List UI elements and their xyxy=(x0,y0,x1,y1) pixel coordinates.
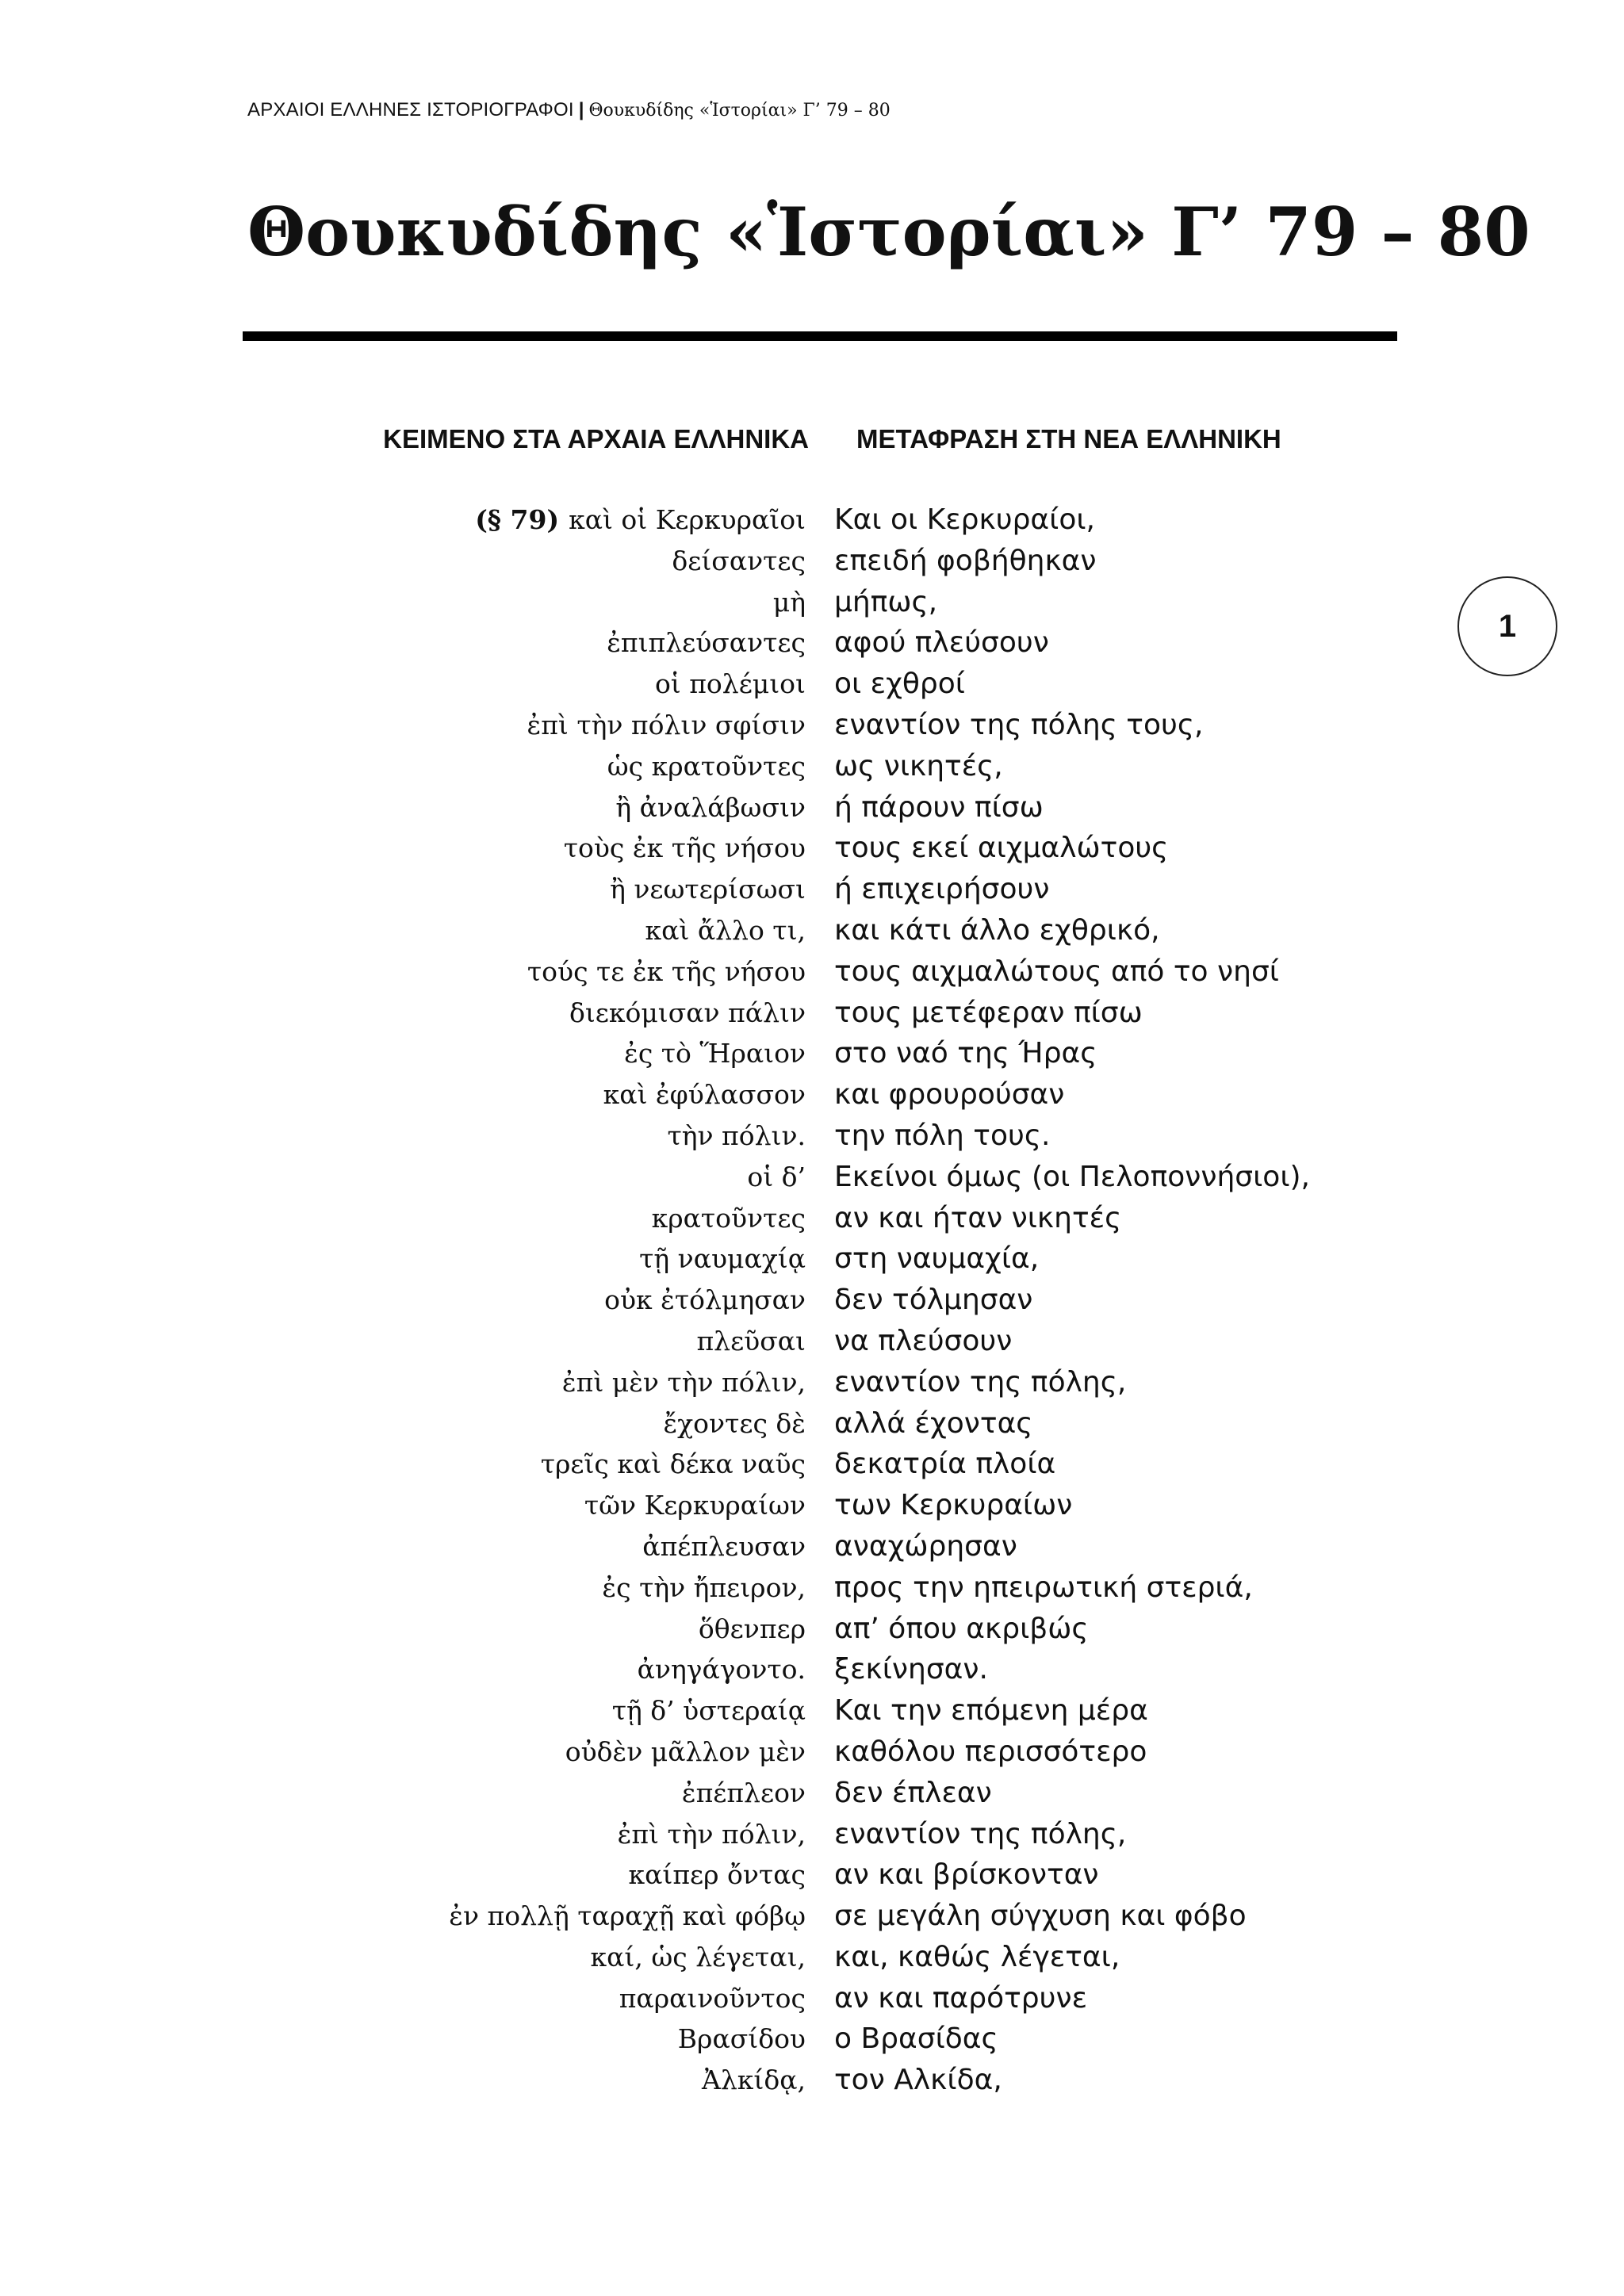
ancient-phrase: ἐπὶ τὴν πόλιν, xyxy=(617,1818,806,1850)
modern-translation: στο ναό της Ήρας xyxy=(834,1037,1097,1070)
ancient-text xyxy=(604,1280,806,1321)
ancient-text xyxy=(612,1690,806,1732)
ancient-phrase: ἐς τὸ Ἥραιον xyxy=(624,1038,806,1070)
ancient-text xyxy=(584,1485,806,1526)
modern-translation: εναντίον της πόλης, xyxy=(834,1365,1127,1399)
ancient-phrase: τῶν Κερκυραίων xyxy=(584,1490,806,1521)
ancient-text xyxy=(652,1198,806,1239)
ancient-phrase: τρεῖς καὶ δέκα ναῦς xyxy=(540,1448,806,1480)
text-row xyxy=(0,664,1624,705)
ancient-text xyxy=(562,1362,806,1403)
text-row xyxy=(0,1074,1624,1115)
ancient-phrase: μὴ xyxy=(772,586,806,618)
text-row xyxy=(0,1403,1624,1445)
ancient-text xyxy=(607,746,806,787)
ancient-phrase: ἐπὶ μὲν τὴν πόλιν, xyxy=(561,1366,806,1398)
text-row xyxy=(0,1362,1624,1403)
text-row xyxy=(0,1115,1624,1157)
ancient-phrase: ὅθενπερ xyxy=(698,1613,806,1644)
modern-translation: ή επιχειρήσουν xyxy=(834,873,1050,906)
ancient-text xyxy=(615,787,806,828)
page-title: Θουκυδίδης «Ἱστορίαι» Γ’ 79 – 80 xyxy=(247,193,1530,271)
ancient-phrase: καίπερ ὄντας xyxy=(628,1859,806,1891)
ancient-text xyxy=(663,1403,806,1445)
modern-translation: αν και παρότρυνε xyxy=(834,1981,1088,2015)
text-row xyxy=(0,1567,1624,1609)
ancient-phrase: ἔχοντες δὲ xyxy=(663,1407,806,1439)
modern-translation: αναχώρησαν xyxy=(834,1529,1017,1563)
text-row xyxy=(0,1854,1624,1896)
ancient-phrase: καὶ οἱ Κερκυραῖοι xyxy=(569,504,806,535)
ancient-text xyxy=(642,1526,806,1567)
modern-translation: αλλά έχοντας xyxy=(834,1406,1033,1440)
modern-translation: Εκείνοι όμως (οι Πελοποννήσιοι), xyxy=(834,1160,1310,1193)
modern-translation: ως νικητές, xyxy=(834,749,1003,783)
ancient-text xyxy=(645,910,806,951)
modern-translation: και, καθώς λέγεται, xyxy=(834,1940,1120,1973)
modern-translation: δεν έπλεαν xyxy=(834,1776,992,1809)
modern-translation: εναντίον της πόλης τους, xyxy=(834,708,1204,741)
ancient-text xyxy=(747,1157,806,1198)
modern-translation: και φρουρούσαν xyxy=(834,1078,1065,1112)
ancient-text xyxy=(564,828,806,869)
modern-translation: ξεκίνησαν. xyxy=(834,1653,988,1686)
ancient-phrase: ἢ νεωτερίσωσι xyxy=(610,874,806,905)
ancient-phrase: τὴν πόλιν. xyxy=(667,1119,806,1151)
ancient-phrase: καὶ ἐφύλασσον xyxy=(603,1079,806,1111)
text-row xyxy=(0,1033,1624,1074)
ancient-text xyxy=(602,1567,806,1609)
ancient-phrase: πλεῦσαι xyxy=(696,1325,806,1357)
section-marker: (§ 79) xyxy=(475,504,560,535)
text-row xyxy=(0,1444,1624,1485)
modern-translation: εναντίον της πόλης, xyxy=(834,1817,1127,1850)
ancient-text xyxy=(603,1074,806,1115)
ancient-text xyxy=(672,541,806,582)
page-number-badge: 1 xyxy=(1457,576,1557,676)
ancient-text xyxy=(655,664,806,705)
modern-translation: και κάτι άλλο εχθρικό, xyxy=(834,913,1160,947)
ancient-text xyxy=(678,2019,806,2060)
modern-translation: τους μετέφεραν πίσω xyxy=(834,996,1143,1029)
ancient-phrase: καί, ὡς λέγεται, xyxy=(590,1941,806,1973)
ancient-text xyxy=(527,951,806,993)
ancient-phrase: ἐπιπλεύσαντες xyxy=(607,627,806,659)
text-row xyxy=(0,910,1624,951)
text-row xyxy=(0,1690,1624,1732)
modern-translation: αφού πλεύσουν xyxy=(834,626,1049,660)
ancient-phrase: ὡς κρατοῦντες xyxy=(607,750,806,782)
ancient-phrase: οἱ πολέμιοι xyxy=(654,668,806,700)
text-row xyxy=(0,1773,1624,1814)
text-row xyxy=(0,1814,1624,1855)
modern-translation: μήπως, xyxy=(834,585,938,618)
ancient-text xyxy=(639,1238,806,1280)
modern-translation: ο Βρασίδας xyxy=(834,2022,998,2056)
text-row xyxy=(0,1609,1624,1650)
ancient-text xyxy=(449,1896,806,1937)
modern-translation: Και οι Κερκυραίοι, xyxy=(834,503,1095,536)
text-row xyxy=(0,951,1624,993)
ancient-phrase: οὐδὲν μᾶλλον μὲν xyxy=(565,1735,806,1767)
modern-translation: τους εκεί αιχμαλώτους xyxy=(834,832,1169,865)
ancient-phrase: Βρασίδου xyxy=(677,2023,806,2055)
ancient-phrase: τοὺς ἐκ τῆς νήσου xyxy=(563,832,806,864)
modern-translation: να πλεύσουν xyxy=(834,1324,1013,1357)
text-row xyxy=(0,828,1624,869)
ancient-text xyxy=(702,2060,806,2101)
text-row xyxy=(0,1896,1624,1937)
modern-translation: των Κερκυραίων xyxy=(834,1489,1073,1522)
ancient-text xyxy=(619,1978,806,2019)
ancient-phrase: Ἀλκίδᾳ, xyxy=(702,2064,806,2096)
ancient-text xyxy=(618,1814,806,1855)
ancient-text xyxy=(629,1854,806,1896)
modern-translation: ή πάρουν πίσω xyxy=(834,790,1044,824)
ancient-text xyxy=(475,499,806,541)
modern-translation: αν και βρίσκονταν xyxy=(834,1858,1099,1892)
ancient-phrase: ἐν πολλῇ ταραχῇ καὶ φόβῳ xyxy=(449,1900,806,1932)
text-row xyxy=(0,2019,1624,2060)
modern-translation: προς την ηπειρωτική στεριά, xyxy=(834,1571,1253,1604)
ancient-phrase: ἀπέπλευσαν xyxy=(642,1530,806,1562)
ancient-phrase: καὶ ἄλλο τι, xyxy=(645,914,806,946)
ancient-phrase: διεκόμισαν πάλιν xyxy=(569,997,806,1028)
ancient-text xyxy=(682,1773,806,1814)
ancient-phrase: τούς τε ἐκ τῆς νήσου xyxy=(527,955,806,987)
text-row xyxy=(0,1978,1624,2019)
ancient-text xyxy=(541,1444,806,1485)
modern-translation: σε μεγάλη σύγχυση και φόβο xyxy=(834,1900,1247,1933)
running-head xyxy=(247,98,891,123)
ancient-text xyxy=(638,1649,806,1690)
running-head-work: Θουκυδίδης «Ἱστορίαι» Γ’ 79 – 80 xyxy=(588,101,891,121)
ancient-text xyxy=(667,1115,806,1157)
ancient-phrase: οἱ δ’ xyxy=(747,1161,806,1192)
ancient-phrase: δείσαντες xyxy=(672,545,806,576)
ancient-phrase: παραινοῦντος xyxy=(619,1982,806,2014)
ancient-text xyxy=(590,1937,806,1978)
ancient-phrase: τῇ ναυμαχίᾳ xyxy=(639,1243,806,1275)
running-head-separator: | xyxy=(578,99,584,121)
ancient-phrase: ἐς τὴν ἤπειρον, xyxy=(602,1571,806,1603)
text-row xyxy=(0,541,1624,582)
ancient-column-heading: ΚΕΙΜΕΝΟ ΣΤΑ ΑΡΧΑΙΑ ΕΛΛΗΝΙΚΑ xyxy=(383,424,809,453)
ancient-phrase: ἐπέπλεον xyxy=(681,1777,806,1808)
parallel-text xyxy=(0,499,1624,2101)
ancient-text xyxy=(696,1321,806,1362)
text-row xyxy=(0,1732,1624,1773)
modern-translation: αν και ήταν νικητές xyxy=(834,1201,1122,1234)
running-head-series: ΑΡΧΑΙΟΙ ΕΛΛΗΝΕΣ ΙΣΤΟΡΙΟΓΡΑΦΟΙ xyxy=(247,99,574,121)
text-row xyxy=(0,1649,1624,1690)
ancient-phrase: ἐπὶ τὴν πόλιν σφίσιν xyxy=(527,709,806,740)
modern-translation: τους αιχμαλώτους από το νησί xyxy=(834,955,1279,988)
ancient-text xyxy=(569,993,806,1034)
text-row xyxy=(0,1238,1624,1280)
text-row xyxy=(0,622,1624,664)
text-row xyxy=(0,2060,1624,2101)
text-row xyxy=(0,1526,1624,1567)
text-row xyxy=(0,746,1624,787)
text-row xyxy=(0,499,1624,541)
ancient-phrase: κρατοῦντες xyxy=(651,1202,806,1234)
text-row xyxy=(0,1321,1624,1362)
modern-translation: επειδή φοβήθηκαν xyxy=(834,544,1097,577)
modern-translation: στη ναυμαχία, xyxy=(834,1242,1040,1276)
text-row xyxy=(0,1157,1624,1198)
modern-translation: δεκατρία πλοία xyxy=(834,1448,1056,1481)
ancient-text xyxy=(565,1732,806,1773)
modern-translation: οι εχθροί xyxy=(834,668,965,701)
text-row xyxy=(0,787,1624,828)
modern-translation: καθόλου περισσότερο xyxy=(834,1735,1147,1768)
modern-translation: Και την επόμενη μέρα xyxy=(834,1694,1148,1728)
text-row xyxy=(0,1485,1624,1526)
ancient-text xyxy=(699,1609,806,1650)
modern-translation: απ’ όπου ακριβώς xyxy=(834,1612,1089,1645)
text-row xyxy=(0,1198,1624,1239)
ancient-phrase: ἀνηγάγοντο. xyxy=(637,1654,806,1686)
modern-column-heading: ΜΕΤΑΦΡΑΣΗ ΣΤΗ ΝΕΑ ΕΛΛΗΝΙΚΗ xyxy=(856,424,1281,453)
ancient-text xyxy=(773,582,806,623)
text-row xyxy=(0,1937,1624,1978)
modern-translation: τον Αλκίδα, xyxy=(834,2064,1002,2097)
ancient-text xyxy=(610,869,806,910)
ancient-phrase: τῇ δ’ ὑστεραίᾳ xyxy=(611,1695,806,1727)
modern-translation: δεν τόλμησαν xyxy=(834,1284,1033,1317)
ancient-text xyxy=(527,705,806,746)
text-row xyxy=(0,1280,1624,1321)
title-rule xyxy=(243,331,1397,341)
text-row xyxy=(0,869,1624,910)
text-row xyxy=(0,582,1624,623)
ancient-phrase: ἢ ἀναλάβωσιν xyxy=(615,791,806,823)
ancient-phrase: οὐκ ἐτόλμησαν xyxy=(604,1284,806,1316)
ancient-text xyxy=(624,1033,806,1074)
ancient-text xyxy=(607,622,806,664)
modern-translation: την πόλη τους. xyxy=(834,1119,1051,1152)
text-row xyxy=(0,705,1624,746)
text-row xyxy=(0,993,1624,1034)
